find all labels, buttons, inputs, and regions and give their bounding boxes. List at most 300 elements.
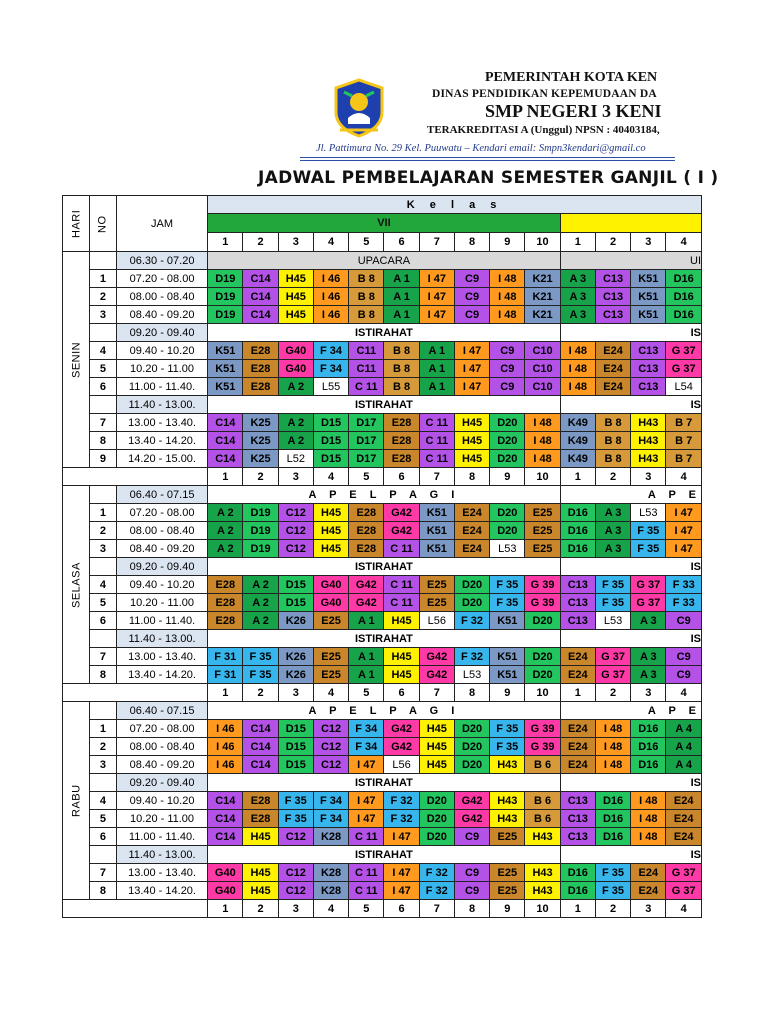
lesson-row <box>63 576 702 594</box>
subject-cell: D20 <box>454 720 489 738</box>
blank-cell <box>63 900 208 918</box>
subject-cell: A 1 <box>384 306 419 324</box>
subject-cell: G42 <box>384 504 419 522</box>
class-number: 7 <box>419 900 454 918</box>
subject-cell: C12 <box>278 522 313 540</box>
class-number: 4 <box>313 233 348 252</box>
subject-cell: C14 <box>208 450 243 468</box>
subject-cell: F 35 <box>490 594 525 612</box>
subject-cell: I 48 <box>490 306 525 324</box>
subject-cell: H45 <box>243 882 278 900</box>
subject-cell: H45 <box>278 288 313 306</box>
subject-cell: G 37 <box>595 666 630 684</box>
subject-cell: G42 <box>349 576 384 594</box>
subject-cell: A 2 <box>243 594 278 612</box>
subject-cell: A 3 <box>595 540 630 558</box>
break-row <box>63 396 702 414</box>
subject-cell: A 2 <box>278 378 313 396</box>
subject-cell: D17 <box>349 450 384 468</box>
subject-cell: K21 <box>525 270 560 288</box>
subject-cell: G 37 <box>631 576 666 594</box>
subject-cell: K25 <box>243 450 278 468</box>
period-number: 2 <box>89 288 116 306</box>
class-number: 2 <box>595 468 630 486</box>
subject-cell: H45 <box>419 738 454 756</box>
subject-cell: E25 <box>525 504 560 522</box>
subject-cell: C 11 <box>419 414 454 432</box>
subject-cell: I 48 <box>595 738 630 756</box>
subject-cell: D16 <box>666 288 702 306</box>
subject-cell: A 1 <box>384 270 419 288</box>
subject-cell: F 35 <box>278 792 313 810</box>
class-number: 4 <box>666 684 702 702</box>
subject-cell: A 2 <box>243 612 278 630</box>
subject-cell: C14 <box>243 288 278 306</box>
band-label-viii: IS <box>560 630 701 648</box>
lesson-row <box>63 810 702 828</box>
subject-cell: A 2 <box>278 414 313 432</box>
time-slot: 11.00 - 11.40. <box>116 612 207 630</box>
period-number: 7 <box>89 864 116 882</box>
period-number: 5 <box>89 810 116 828</box>
subject-cell: I 47 <box>666 522 702 540</box>
subject-cell: C14 <box>208 792 243 810</box>
period-number <box>89 846 116 864</box>
subject-cell: A 3 <box>595 522 630 540</box>
subject-cell: I 46 <box>313 288 348 306</box>
subject-cell: C14 <box>208 414 243 432</box>
lesson-row <box>63 306 702 324</box>
class-number: 2 <box>595 900 630 918</box>
subject-cell: D16 <box>560 522 595 540</box>
break-row <box>63 486 702 504</box>
period-number: 6 <box>89 378 116 396</box>
subject-cell: F 32 <box>384 810 419 828</box>
subject-cell: E25 <box>490 828 525 846</box>
lesson-row <box>63 738 702 756</box>
band-label-viii: A P E <box>560 486 701 504</box>
subject-cell: A 2 <box>208 540 243 558</box>
subject-cell: F 35 <box>631 522 666 540</box>
subject-cell: C14 <box>208 432 243 450</box>
subject-cell: C12 <box>278 864 313 882</box>
class-number: 1 <box>560 468 595 486</box>
lesson-row <box>63 414 702 432</box>
class-number: 3 <box>278 233 313 252</box>
subject-cell: I 47 <box>666 504 702 522</box>
band-label-vii: UPACARA <box>208 252 561 270</box>
lesson-row <box>63 792 702 810</box>
subject-cell: C12 <box>278 828 313 846</box>
subject-cell: C12 <box>313 756 348 774</box>
subject-cell: E25 <box>490 882 525 900</box>
time-slot: 07.20 - 08.00 <box>116 504 207 522</box>
band-label-viii: UI <box>560 252 701 270</box>
class-number: 7 <box>419 684 454 702</box>
subject-cell: K25 <box>243 432 278 450</box>
subject-cell: A 3 <box>595 504 630 522</box>
lesson-row <box>63 828 702 846</box>
subject-cell: G40 <box>208 864 243 882</box>
subject-cell: C14 <box>243 270 278 288</box>
period-number: 5 <box>89 360 116 378</box>
subject-cell: A 2 <box>243 576 278 594</box>
subject-cell: E24 <box>666 828 702 846</box>
lesson-row <box>63 612 702 630</box>
lesson-row <box>63 360 702 378</box>
subject-cell: D16 <box>595 792 630 810</box>
school-address: Jl. Pattimura No. 29 Kel. Puuwatu – Kendari email: Smpn3kendari@gmail.co <box>316 143 646 154</box>
subject-cell: G42 <box>349 594 384 612</box>
period-number: 1 <box>89 270 116 288</box>
class-number: 3 <box>278 900 313 918</box>
class-number: 3 <box>631 233 666 252</box>
subject-cell: F 32 <box>419 864 454 882</box>
subject-cell: I 48 <box>525 432 560 450</box>
timetable <box>62 195 702 918</box>
time-slot: 09.20 - 09.40 <box>116 774 207 792</box>
time-slot: 10.20 - 11.00 <box>116 360 207 378</box>
subject-cell: K51 <box>208 360 243 378</box>
subject-cell: F 31 <box>208 648 243 666</box>
subject-cell: K26 <box>278 648 313 666</box>
subject-cell: D16 <box>560 504 595 522</box>
class-number: 1 <box>560 233 595 252</box>
subject-cell: C 11 <box>349 882 384 900</box>
accreditation-line: TERAKREDITASI A (Unggul) NPSN : 40403184, <box>427 124 660 136</box>
subject-cell: A 4 <box>666 756 702 774</box>
subject-cell: G40 <box>278 360 313 378</box>
subject-cell: E28 <box>208 594 243 612</box>
class-number: 6 <box>384 233 419 252</box>
period-number <box>89 252 116 270</box>
subject-cell: B 7 <box>666 432 702 450</box>
day-name: SELASA <box>63 486 90 684</box>
jam-header: JAM <box>116 196 207 252</box>
subject-cell: C 11 <box>349 378 384 396</box>
subject-cell: E24 <box>631 882 666 900</box>
class-number-row <box>63 684 702 702</box>
time-slot: 10.20 - 11.00 <box>116 810 207 828</box>
subject-cell: F 32 <box>419 882 454 900</box>
subject-cell: E28 <box>243 792 278 810</box>
subject-cell: L53 <box>595 612 630 630</box>
subject-cell: H43 <box>490 792 525 810</box>
time-slot: 11.00 - 11.40. <box>116 378 207 396</box>
subject-cell: E24 <box>560 648 595 666</box>
subject-cell: E28 <box>243 342 278 360</box>
subject-cell: C14 <box>243 738 278 756</box>
band-label-viii: IS <box>560 324 701 342</box>
class-number: 8 <box>454 233 489 252</box>
subject-cell: E24 <box>560 738 595 756</box>
period-number: 6 <box>89 612 116 630</box>
subject-cell: I 48 <box>595 756 630 774</box>
period-number <box>89 702 116 720</box>
subject-cell: A 2 <box>208 504 243 522</box>
class-number: 3 <box>278 684 313 702</box>
subject-cell: E24 <box>595 378 630 396</box>
subject-cell: F 34 <box>313 342 348 360</box>
subject-cell: I 47 <box>419 270 454 288</box>
lesson-row <box>63 450 702 468</box>
subject-cell: I 48 <box>631 828 666 846</box>
subject-cell: F 35 <box>595 864 630 882</box>
schedule-title: JADWAL PEMBELAJARAN SEMESTER GANJIL ( I ) <box>258 168 719 188</box>
subject-cell: F 34 <box>313 360 348 378</box>
lesson-row <box>63 882 702 900</box>
class-number: 9 <box>490 900 525 918</box>
subject-cell: H45 <box>419 720 454 738</box>
subject-cell: G42 <box>419 648 454 666</box>
subject-cell: C10 <box>525 342 560 360</box>
period-number: 4 <box>89 342 116 360</box>
subject-cell: A 1 <box>419 360 454 378</box>
period-number <box>89 396 116 414</box>
period-number: 8 <box>89 882 116 900</box>
period-number: 3 <box>89 540 116 558</box>
time-slot: 13.40 - 14.20. <box>116 432 207 450</box>
band-label-vii: ISTIRAHAT <box>208 396 561 414</box>
subject-cell: K51 <box>490 648 525 666</box>
lesson-row <box>63 666 702 684</box>
period-number: 3 <box>89 306 116 324</box>
class-number: 3 <box>278 468 313 486</box>
no-header: NO <box>89 196 116 252</box>
subject-cell: F 35 <box>490 576 525 594</box>
subject-cell: I 47 <box>384 828 419 846</box>
subject-cell: L56 <box>384 756 419 774</box>
period-number: 5 <box>89 594 116 612</box>
class-number: 3 <box>631 684 666 702</box>
subject-cell: G42 <box>454 810 489 828</box>
subject-cell: D16 <box>595 828 630 846</box>
subject-cell: C13 <box>560 792 595 810</box>
subject-cell: I 47 <box>666 540 702 558</box>
grade-vii-header: VII <box>208 214 561 233</box>
period-number: 1 <box>89 504 116 522</box>
school-name: SMP NEGERI 3 KENI <box>485 101 662 121</box>
time-slot: 08.00 - 08.40 <box>116 522 207 540</box>
subject-cell: C13 <box>560 576 595 594</box>
time-slot: 13.40 - 14.20. <box>116 882 207 900</box>
subject-cell: D16 <box>595 810 630 828</box>
subject-cell: E24 <box>454 522 489 540</box>
subject-cell: E28 <box>208 612 243 630</box>
break-row <box>63 846 702 864</box>
subject-cell: A 2 <box>278 432 313 450</box>
period-number: 6 <box>89 828 116 846</box>
hari-header: HARI <box>63 196 90 252</box>
subject-cell: A 1 <box>349 648 384 666</box>
subject-cell: I 46 <box>313 306 348 324</box>
subject-cell: C10 <box>525 360 560 378</box>
subject-cell: H45 <box>313 522 348 540</box>
subject-cell: H45 <box>243 864 278 882</box>
subject-cell: C9 <box>490 342 525 360</box>
band-label-viii: IS <box>560 774 701 792</box>
subject-cell: B 8 <box>384 342 419 360</box>
subject-cell: C 11 <box>349 828 384 846</box>
grade-viii-header <box>560 214 701 233</box>
period-number: 7 <box>89 648 116 666</box>
subject-cell: D15 <box>278 594 313 612</box>
class-number: 5 <box>349 684 384 702</box>
subject-cell: D20 <box>454 756 489 774</box>
subject-cell: D16 <box>560 882 595 900</box>
subject-cell: A 3 <box>631 648 666 666</box>
break-row <box>63 558 702 576</box>
subject-cell: D20 <box>490 450 525 468</box>
period-number: 2 <box>89 738 116 756</box>
subject-cell: G 37 <box>595 648 630 666</box>
class-number: 7 <box>419 468 454 486</box>
subject-cell: E28 <box>243 810 278 828</box>
class-number: 1 <box>560 684 595 702</box>
class-number: 1 <box>208 900 243 918</box>
subject-cell: G 37 <box>631 594 666 612</box>
subject-cell: B 8 <box>595 450 630 468</box>
class-number: 4 <box>666 468 702 486</box>
period-number: 1 <box>89 720 116 738</box>
subject-cell: K51 <box>631 270 666 288</box>
subject-cell: D20 <box>525 648 560 666</box>
time-slot: 06.40 - 07.15 <box>116 486 207 504</box>
period-number <box>89 486 116 504</box>
subject-cell: I 47 <box>349 792 384 810</box>
class-number: 2 <box>243 684 278 702</box>
subject-cell: A 1 <box>384 288 419 306</box>
subject-cell: C9 <box>666 648 702 666</box>
subject-cell: E28 <box>384 432 419 450</box>
subject-cell: C9 <box>454 288 489 306</box>
subject-cell: K51 <box>631 288 666 306</box>
subject-cell: A 1 <box>419 378 454 396</box>
subject-cell: A 4 <box>666 738 702 756</box>
subject-cell: D15 <box>313 432 348 450</box>
subject-cell: B 8 <box>349 306 384 324</box>
subject-cell: F 35 <box>631 540 666 558</box>
period-number: 8 <box>89 666 116 684</box>
period-number: 8 <box>89 432 116 450</box>
subject-cell: C9 <box>454 882 489 900</box>
subject-cell: F 34 <box>349 720 384 738</box>
subject-cell: E24 <box>560 756 595 774</box>
subject-cell: H43 <box>490 756 525 774</box>
time-slot: 07.20 - 08.00 <box>116 270 207 288</box>
subject-cell: E24 <box>454 540 489 558</box>
subject-cell: L55 <box>313 378 348 396</box>
subject-cell: A 4 <box>666 720 702 738</box>
class-number: 10 <box>525 684 560 702</box>
subject-cell: H43 <box>631 432 666 450</box>
subject-cell: C13 <box>560 612 595 630</box>
subject-cell: F 34 <box>313 810 348 828</box>
class-number: 2 <box>595 233 630 252</box>
subject-cell: D16 <box>666 306 702 324</box>
band-label-vii: A P E L P A G I <box>208 702 561 720</box>
time-slot: 11.40 - 13.00. <box>116 630 207 648</box>
time-slot: 13.00 - 13.40. <box>116 648 207 666</box>
time-slot: 13.00 - 13.40. <box>116 864 207 882</box>
subject-cell: G42 <box>384 522 419 540</box>
subject-cell: F 31 <box>208 666 243 684</box>
subject-cell: C10 <box>525 378 560 396</box>
subject-cell: H43 <box>631 450 666 468</box>
subject-cell: C14 <box>208 810 243 828</box>
subject-cell: L53 <box>631 504 666 522</box>
time-slot: 14.20 - 15.00. <box>116 450 207 468</box>
subject-cell: K51 <box>208 378 243 396</box>
subject-cell: I 48 <box>490 288 525 306</box>
class-number: 8 <box>454 468 489 486</box>
time-slot: 08.00 - 08.40 <box>116 288 207 306</box>
subject-cell: F 32 <box>454 612 489 630</box>
subject-cell: E28 <box>208 576 243 594</box>
subject-cell: I 47 <box>349 756 384 774</box>
subject-cell: F 33 <box>666 594 702 612</box>
break-row <box>63 324 702 342</box>
time-slot: 08.40 - 09.20 <box>116 756 207 774</box>
time-slot: 07.20 - 08.00 <box>116 720 207 738</box>
subject-cell: C 11 <box>419 432 454 450</box>
class-number: 10 <box>525 900 560 918</box>
lesson-row <box>63 648 702 666</box>
subject-cell: D16 <box>666 270 702 288</box>
subject-cell: I 46 <box>313 270 348 288</box>
kelas-header: K e l a s <box>208 196 702 214</box>
subject-cell: K49 <box>560 432 595 450</box>
subject-cell: H43 <box>525 828 560 846</box>
subject-cell: D16 <box>560 864 595 882</box>
subject-cell: C13 <box>595 306 630 324</box>
subject-cell: B 6 <box>525 810 560 828</box>
subject-cell: D20 <box>419 810 454 828</box>
subject-cell: F 34 <box>349 738 384 756</box>
subject-cell: E24 <box>560 720 595 738</box>
subject-cell: D19 <box>243 522 278 540</box>
subject-cell: K51 <box>419 540 454 558</box>
subject-cell: E28 <box>384 450 419 468</box>
letterhead <box>0 0 768 188</box>
subject-cell: C 11 <box>349 864 384 882</box>
subject-cell: G40 <box>278 342 313 360</box>
subject-cell: D20 <box>419 792 454 810</box>
class-number: 8 <box>454 900 489 918</box>
class-number: 1 <box>208 468 243 486</box>
class-number: 2 <box>243 900 278 918</box>
subject-cell: I 48 <box>560 342 595 360</box>
subject-cell: C9 <box>454 864 489 882</box>
header-divider-thin <box>300 160 675 161</box>
subject-cell: C14 <box>208 828 243 846</box>
subject-cell: D20 <box>454 576 489 594</box>
subject-cell: D20 <box>525 612 560 630</box>
subject-cell: H45 <box>243 828 278 846</box>
subject-cell: I 47 <box>454 360 489 378</box>
subject-cell: E28 <box>384 414 419 432</box>
lesson-row <box>63 540 702 558</box>
subject-cell: L52 <box>278 450 313 468</box>
subject-cell: I 48 <box>525 450 560 468</box>
subject-cell: H45 <box>313 540 348 558</box>
band-label-vii: ISTIRAHAT <box>208 630 561 648</box>
subject-cell: E25 <box>313 666 348 684</box>
subject-cell: K21 <box>525 288 560 306</box>
subject-cell: C13 <box>560 594 595 612</box>
subject-cell: E24 <box>454 504 489 522</box>
subject-cell: K49 <box>560 450 595 468</box>
